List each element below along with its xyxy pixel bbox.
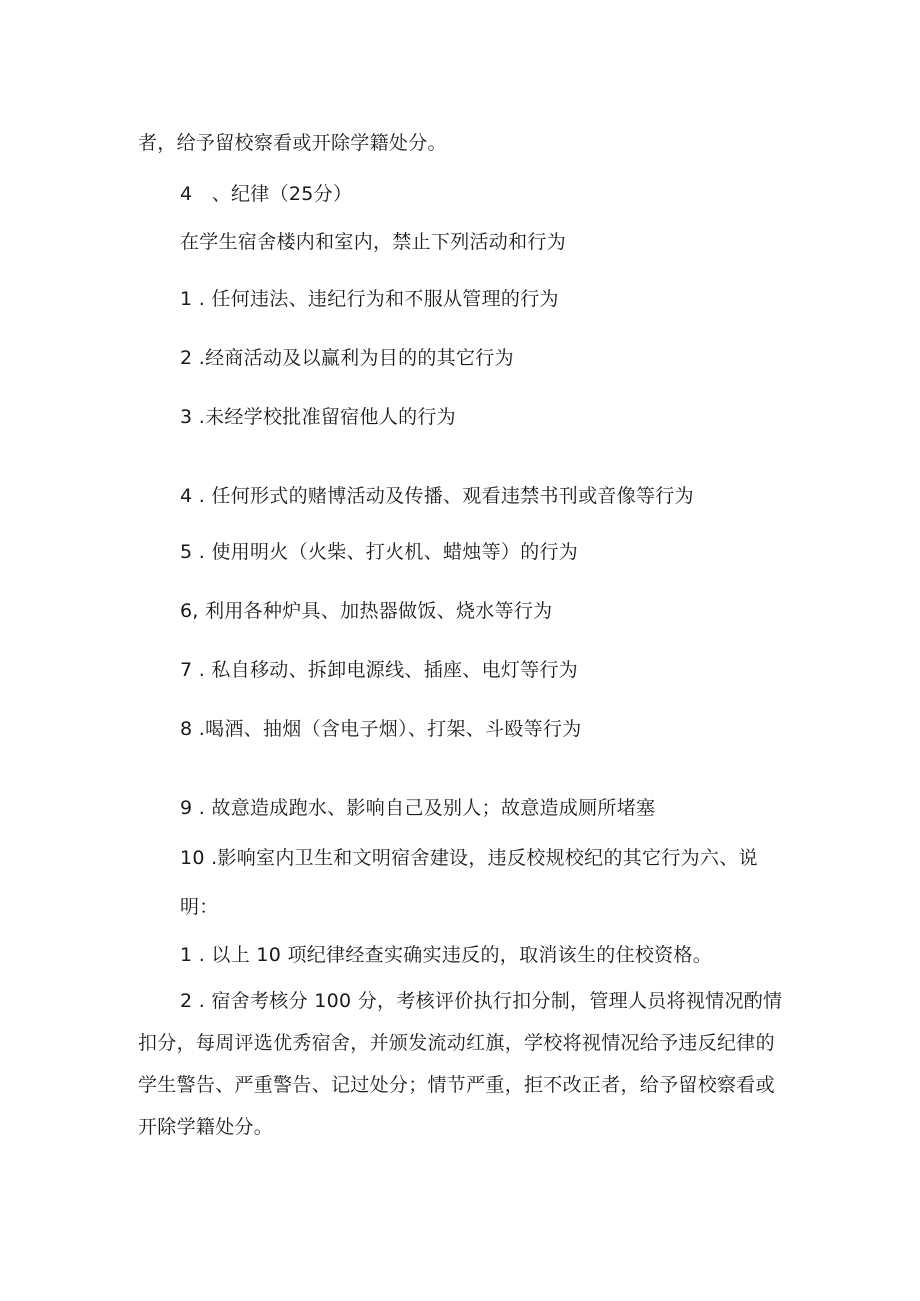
section-intro: 在学生宿舍楼内和室内，禁止下列活动和行为 (180, 231, 567, 253)
list-item: 9 . 故意造成跑水、影响自己及别人；故意造成厕所堵塞 (180, 797, 656, 819)
section-heading: 4 、纪律（25分） (180, 183, 353, 205)
list-item: 4 . 任何形式的赌博活动及传播、观看违禁书刊或音像等行为 (180, 485, 694, 507)
continuation-text: 者，给予留校察看或开除学籍处分。 (138, 132, 447, 154)
list-item-10-line2: 明： (180, 896, 219, 918)
list-item: 3 .未经学校批准留宿他人的行为 (180, 406, 456, 428)
note-2: 2 . 宿舍考核分 100 分，考核评价执行扣分制，管理人员将视情况酌情扣分，每周评选优秀宿舍，并颁发流动红旗，学校将视情况给予违反纪律的学生警告、严重警告、记过处分；情节严重，拒不改正者，给予留校察看或开除学籍处分。 (138, 990, 783, 1138)
list-item: 5 . 使用明火（火柴、打火机、蜡烛等）的行为 (180, 541, 579, 563)
list-item-10-line1: 10 .影响室内卫生和文明宿舍建设，违反校规校纪的其它行为六、说 (180, 847, 758, 869)
list-item: 1 . 任何违法、违纪行为和不服从管理的行为 (180, 288, 559, 310)
note-1: 1 . 以上 10 项纪律经查实确实违反的，取消该生的住校资格。 (180, 944, 713, 966)
list-item: 2 .经商活动及以赢利为目的的其它行为 (180, 347, 514, 369)
list-item: 7 . 私自移动、拆卸电源线、插座、电灯等行为 (180, 659, 579, 681)
list-item: 8 .喝酒、抽烟（含电子烟）、打架、斗殴等行为 (180, 718, 582, 740)
list-item: 6, 利用各种炉具、加热器做饭、烧水等行为 (180, 600, 553, 622)
